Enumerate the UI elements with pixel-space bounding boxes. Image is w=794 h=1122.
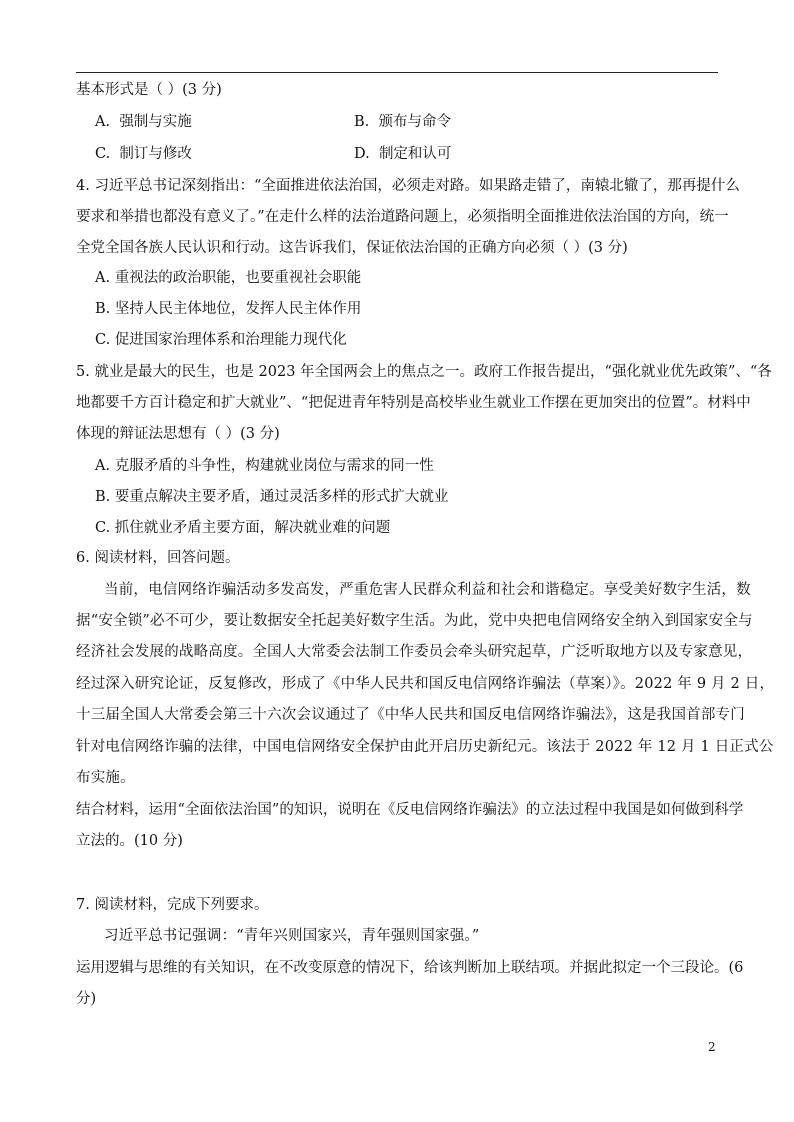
header-rule bbox=[76, 72, 718, 73]
q3-option-a: A. 强制与实施 bbox=[95, 114, 192, 130]
q4-option-b: B. 坚持人民主体地位，发挥人民主体作用 bbox=[95, 301, 362, 317]
q4-line-3: 全党全国各族人民认识和行动。这告诉我们，保证依法治国的正确方向必须（ ）(3 分) bbox=[76, 240, 628, 256]
q4-option-c: C. 促进国家治理体系和治理能力现代化 bbox=[95, 332, 347, 348]
q6-material-line-2: 据“安全锁”必不可少，要让数据安全托起美好数字生活。为此，党中央把电信网络安全纳入到国家安全与 bbox=[76, 613, 753, 629]
q3-option-c: C. 制订与修改 bbox=[95, 146, 192, 162]
q6-material-line-6: 针对电信网络诈骗的法律，中国电信网络安全保护由此开启历史新纪元。该法于 2022 年 12 月 1 日正式公 bbox=[76, 739, 774, 755]
q3-option-b: B. 颁布与命令 bbox=[354, 114, 451, 130]
q4-line-1: 4. 习近平总书记深刻指出：“全面推进依法治国，必须走对路。如果路走错了，南辕北辙了，那再提什么 bbox=[76, 178, 740, 194]
q7-question-line-2: 分) bbox=[76, 991, 97, 1007]
q5-option-c: C. 抓住就业矛盾主要方面，解决就业难的问题 bbox=[95, 520, 391, 536]
q6-question-line-1: 结合材料，运用“全面依法治国”的知识，说明在《反电信网络诈骗法》的立法过程中我国是如何做到科学 bbox=[76, 802, 744, 818]
q5-line-2: 地都要千方百计稳定和扩大就业”、“把促进青年特别是高校毕业生就业工作摆在更加突出的位置”。材料中 bbox=[76, 395, 751, 411]
q3-option-d: D. 制定和认可 bbox=[354, 146, 452, 162]
q7-quote: 习近平总书记强调：“青年兴则国家兴，青年强则国家强。” bbox=[104, 928, 480, 944]
q7-question-line-1: 运用逻辑与思维的有关知识，在不改变原意的情况下，给该判断加上联结项。并据此拟定一个三段论。(6 bbox=[76, 960, 744, 976]
q5-option-a: A. 克服矛盾的斗争性，构建就业岗位与需求的同一性 bbox=[95, 458, 434, 474]
q5-line-3: 体现的辩证法思想有（ ）(3 分) bbox=[76, 426, 280, 442]
q6-material-line-7: 布实施。 bbox=[76, 770, 135, 786]
q6-material-line-3: 经济社会发展的战略高度。全国人大常委会法制工作委员会牵头研究起草，广泛听取地方以及专家意见， bbox=[76, 644, 753, 660]
q5-option-b: B. 要重点解决主要矛盾，通过灵活多样的形式扩大就业 bbox=[95, 489, 449, 505]
q3-stem-tail: 基本形式是（ ）(3 分) bbox=[76, 82, 222, 98]
q4-option-a: A. 重视法的政治职能，也要重视社会职能 bbox=[95, 270, 362, 286]
q6-material-line-5: 十三届全国人大常委会第三十六次会议通过了《中华人民共和国反电信网络诈骗法》，这是我国首部专门 bbox=[76, 707, 745, 723]
q7-title: 7. 阅读材料，完成下列要求。 bbox=[76, 897, 269, 913]
q6-question-line-2: 立法的。(10 分) bbox=[76, 833, 183, 849]
page-number: 2 bbox=[708, 1040, 716, 1054]
q6-material-line-1: 当前，电信网络诈骗活动多发高发，严重危害人民群众利益和社会和谐稳定。享受美好数字生活，数 bbox=[104, 582, 751, 598]
q4-line-2: 要求和举措也都没有意义了。”在走什么样的法治道路问题上，必须指明全面推进依法治国的方向，统一 bbox=[76, 209, 729, 225]
q6-material-line-4: 经过深入研究论证，反复修改，形成了《中华人民共和国反电信网络诈骗法（草案）》。2022 年 9 月 2 日， bbox=[76, 676, 775, 692]
q5-line-1: 5. 就业是最大的民生，也是 2023 年全国两会上的焦点之一。政府工作报告提出，“强化就业优先政策”、“各 bbox=[76, 364, 772, 380]
q6-title: 6. 阅读材料，回答问题。 bbox=[76, 550, 240, 566]
